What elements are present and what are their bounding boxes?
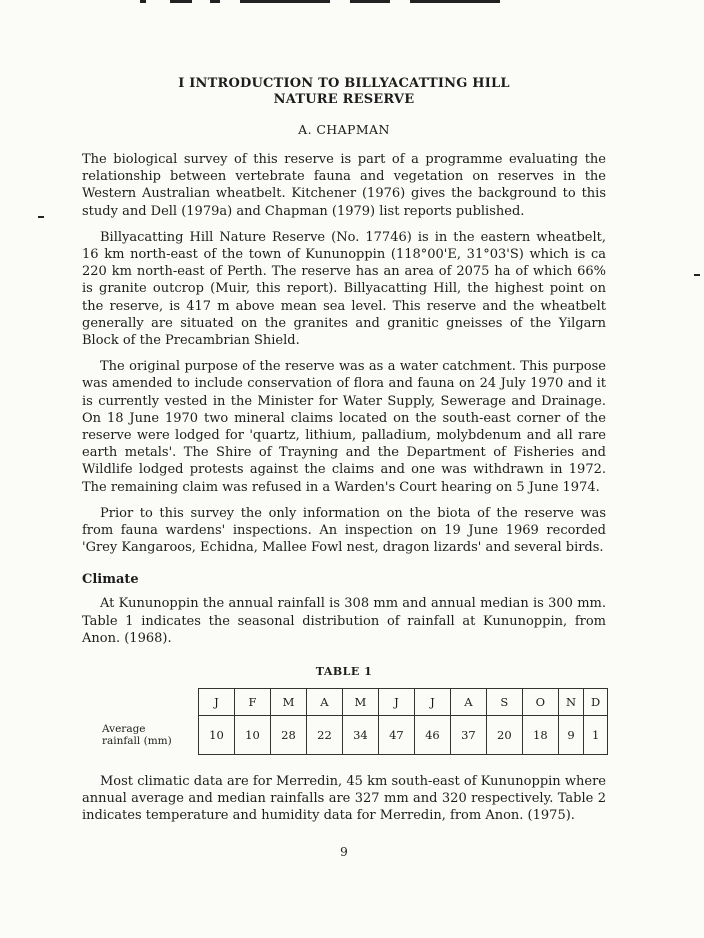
- row-label: [102, 716, 199, 755]
- month-header: A: [450, 689, 486, 716]
- paragraph-climate-merredin: Most climatic data are for Merredin, 45 km south-east of Kununoppin where annual average and median rainfalls are 327 mm and 320 respectively. Table 2 indicates temperature and humidity data for Merredin, from Anon. (1975).: [82, 774, 606, 824]
- paragraph-intro: The biological survey of this reserve is part of a programme evaluating the relationship between vertebrate fauna and vegetation on reserves in the Western Australian wheatbelt. Kitchener (1976) gives the background to this study and Dell (1979a) and Chapman (1979) list reports published.: [82, 152, 606, 219]
- chapter-title-line-2: NATURE RESERVE: [273, 92, 415, 107]
- table-header-row: [102, 689, 608, 716]
- rainfall-value: 47: [378, 716, 414, 755]
- month-header: M: [270, 689, 306, 716]
- document-page: [82, 70, 606, 859]
- month-header: A: [306, 689, 342, 716]
- scan-edge-mark: [694, 274, 700, 276]
- chapter-title-line-1: I INTRODUCTION TO BILLYACATTING HILL: [178, 76, 510, 91]
- author-name: A. CHAPMAN: [298, 122, 390, 137]
- table-row: [102, 716, 608, 755]
- scan-top-marks: [140, 0, 500, 4]
- paragraph-history: The original purpose of the reserve was as a water catchment. This purpose was amended to include conservation of flora and fauna on 24 July 1970 and it is currently vested in the Minister for Water Supply, Sewerage and Drainage. On 18 June 1970 two mineral claims located on the south-east corner of the reserve were lodged for 'quartz, lithium, palladium, molybdenum and all rare earth metals'. The Shire of Trayning and the Department of Fisheries and Wildlife lodged protests against the claims and one was withdrawn in 1972. The remaining claim was refused in a Warden's Court hearing on 5 June 1974.: [82, 359, 606, 495]
- month-header: J: [414, 689, 450, 716]
- month-header: S: [486, 689, 522, 716]
- month-header: O: [522, 689, 558, 716]
- month-header: N: [558, 689, 583, 716]
- rainfall-value: 18: [522, 716, 558, 755]
- rainfall-table: [102, 688, 608, 755]
- month-header: J: [378, 689, 414, 716]
- table-corner-cell: [102, 689, 199, 716]
- rainfall-value: 10: [199, 716, 235, 755]
- rainfall-value: 22: [306, 716, 342, 755]
- rainfall-value: 9: [558, 716, 583, 755]
- table-caption: TABLE 1: [315, 665, 373, 679]
- paragraph-prior-survey: Prior to this survey the only information on the biota of the reserve was from fauna wardens' inspections. An inspection on 19 June 1969 recorded 'Grey Kangaroos, Echidna, Mallee Fowl nest, dragon lizards' and several birds.: [82, 505, 606, 556]
- month-header: F: [234, 689, 270, 716]
- chapter-title: [82, 76, 606, 108]
- rainfall-value: 46: [414, 716, 450, 755]
- rainfall-value: 20: [486, 716, 522, 755]
- month-header: D: [584, 689, 608, 716]
- month-header: M: [342, 689, 378, 716]
- page-number: 9: [340, 844, 348, 859]
- paragraph-location: Billyacatting Hill Nature Reserve (No. 17746) is in the eastern wheatbelt, 16 km north-east of the town of Kununoppin (118°00'E, 31°03'S) which is ca 220 km north-east of Perth. The reserve has an area of 2075 ha of which 66% is granite outcrop (Muir, this report). Billyacatting Hill, the highest point on the reserve, is 417 m above mean sea level. This reserve and the wheatbelt generally are situated on the granites and granitic gneisses of the Yilgarn Block of the Precambrian Shield.: [82, 229, 606, 349]
- rainfall-value: 37: [450, 716, 486, 755]
- rainfall-value: 28: [270, 716, 306, 755]
- paragraph-climate-rainfall: At Kununoppin the annual rainfall is 308 mm and annual median is 300 mm. Table 1 indicates the seasonal distribution of rainfall at Kununoppin, from Anon. (1968).: [82, 596, 606, 646]
- row-label-line-1: Average: [102, 723, 146, 736]
- rainfall-value: 1: [584, 716, 608, 755]
- month-header: J: [199, 689, 235, 716]
- section-heading-climate: Climate: [82, 572, 139, 588]
- rainfall-value: 10: [234, 716, 270, 755]
- row-label-line-2: rainfall (mm): [102, 735, 172, 748]
- rainfall-value: 34: [342, 716, 378, 755]
- scan-edge-mark: [38, 216, 44, 218]
